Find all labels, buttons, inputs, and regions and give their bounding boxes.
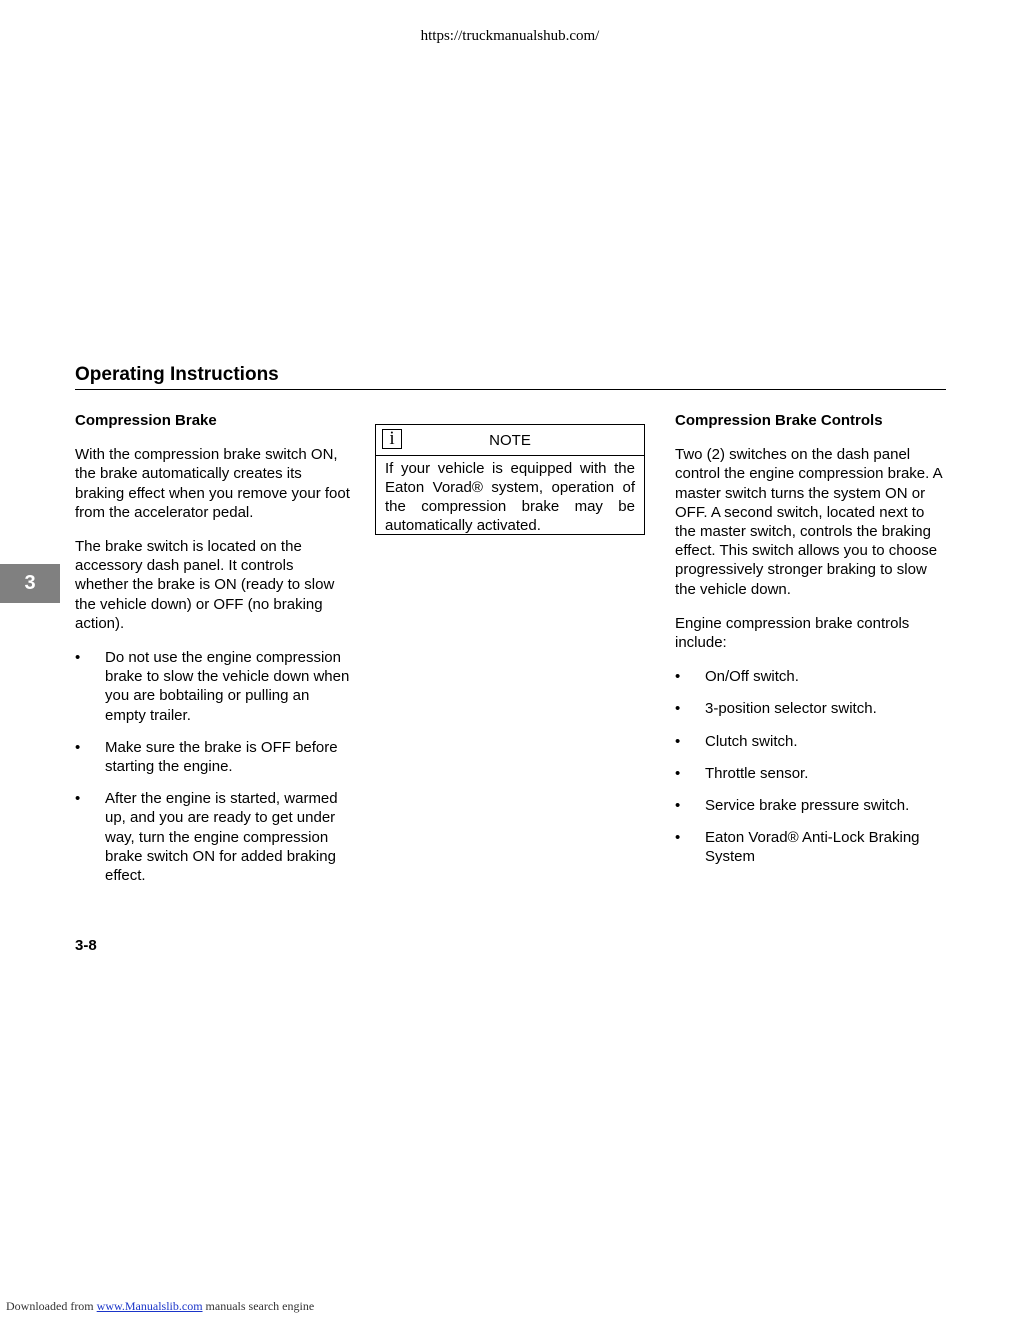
list-item-text: Do not use the engine compression brake to slow the vehicle down when you are bobtailing or pulling an empty trailer. <box>105 649 350 724</box>
bullet-icon: • <box>675 668 681 686</box>
bullet-icon: • <box>75 790 81 808</box>
bullet-icon: • <box>75 738 81 756</box>
section-title: Operating Instructions <box>75 364 279 385</box>
list-item <box>75 648 350 725</box>
list-item <box>675 667 947 686</box>
list-item-text: Throttle sensor. <box>705 764 809 782</box>
bullet-list <box>75 648 350 885</box>
list-item-text: Service brake pressure switch. <box>705 797 910 815</box>
paragraph: Two (2) switches on the dash panel control the engine compression brake. A master switch turns the system ON or OFF. A second switch, located next to the master switch, controls the braking effect. This switch allows you to choose progressively stronger braking to slow the vehicle down. <box>675 446 942 598</box>
compression-brake-controls-heading: Compression Brake Controls <box>675 412 883 429</box>
compression-brake-heading: Compression Brake <box>75 412 217 429</box>
footer <box>6 1299 314 1314</box>
note-header <box>376 425 644 456</box>
note-text: If your vehicle is equipped with the Eaton Vorad® system, operation of the compression brake may be automatically activated. <box>385 460 635 534</box>
list-item <box>675 764 947 783</box>
info-icon: i <box>382 429 402 449</box>
paragraph: Engine compression brake controls include: <box>675 614 910 652</box>
paragraph: The brake switch is located on the accessory dash panel. It controls whether the brake is ON (ready to slow the vehicle down) or OFF (no braking action). <box>75 538 335 632</box>
note-label: NOTE <box>489 432 531 449</box>
bullet-icon: • <box>675 732 681 750</box>
list-item-text: On/Off switch. <box>705 668 799 686</box>
list-item-text: Make sure the brake is OFF before starting the engine. <box>105 738 338 776</box>
chapter-tab: 3 <box>0 564 60 603</box>
bullet-icon: • <box>675 797 681 815</box>
manualslib-link[interactable]: www.Manualslib.com <box>96 1299 203 1313</box>
footer-suffix: manuals search engine <box>202 1299 315 1313</box>
title-divider <box>75 389 946 390</box>
bullet-icon: • <box>675 829 681 847</box>
paragraph: With the compression brake switch ON, the brake automatically creates its braking effect when you remove your foot from the accelerator pedal. <box>75 446 350 521</box>
page-number: 3-8 <box>75 937 97 954</box>
list-item <box>75 789 350 885</box>
bullet-icon: • <box>675 700 681 718</box>
footer-prefix: Downloaded from <box>6 1299 97 1313</box>
left-column <box>75 411 350 898</box>
list-item-text: 3-position selector switch. <box>705 700 877 718</box>
list-item-text: Clutch switch. <box>705 732 798 750</box>
list-item-text: After the engine is started, warmed up, and you are ready to get under way, turn the engine compression brake switch ON for added braking effect. <box>105 790 338 885</box>
list-item-text: Eaton Vorad® Anti-Lock Braking System <box>705 829 920 866</box>
list-item <box>675 796 947 815</box>
list-item <box>675 732 947 751</box>
list-item <box>75 738 350 776</box>
list-item <box>675 828 947 866</box>
bullet-icon: • <box>675 764 681 782</box>
right-column <box>675 411 947 880</box>
header-url: https://truckmanualshub.com/ <box>420 28 600 44</box>
list-item <box>675 699 947 718</box>
note-box <box>375 424 645 535</box>
bullet-icon: • <box>75 649 81 667</box>
bullet-list <box>675 667 947 866</box>
